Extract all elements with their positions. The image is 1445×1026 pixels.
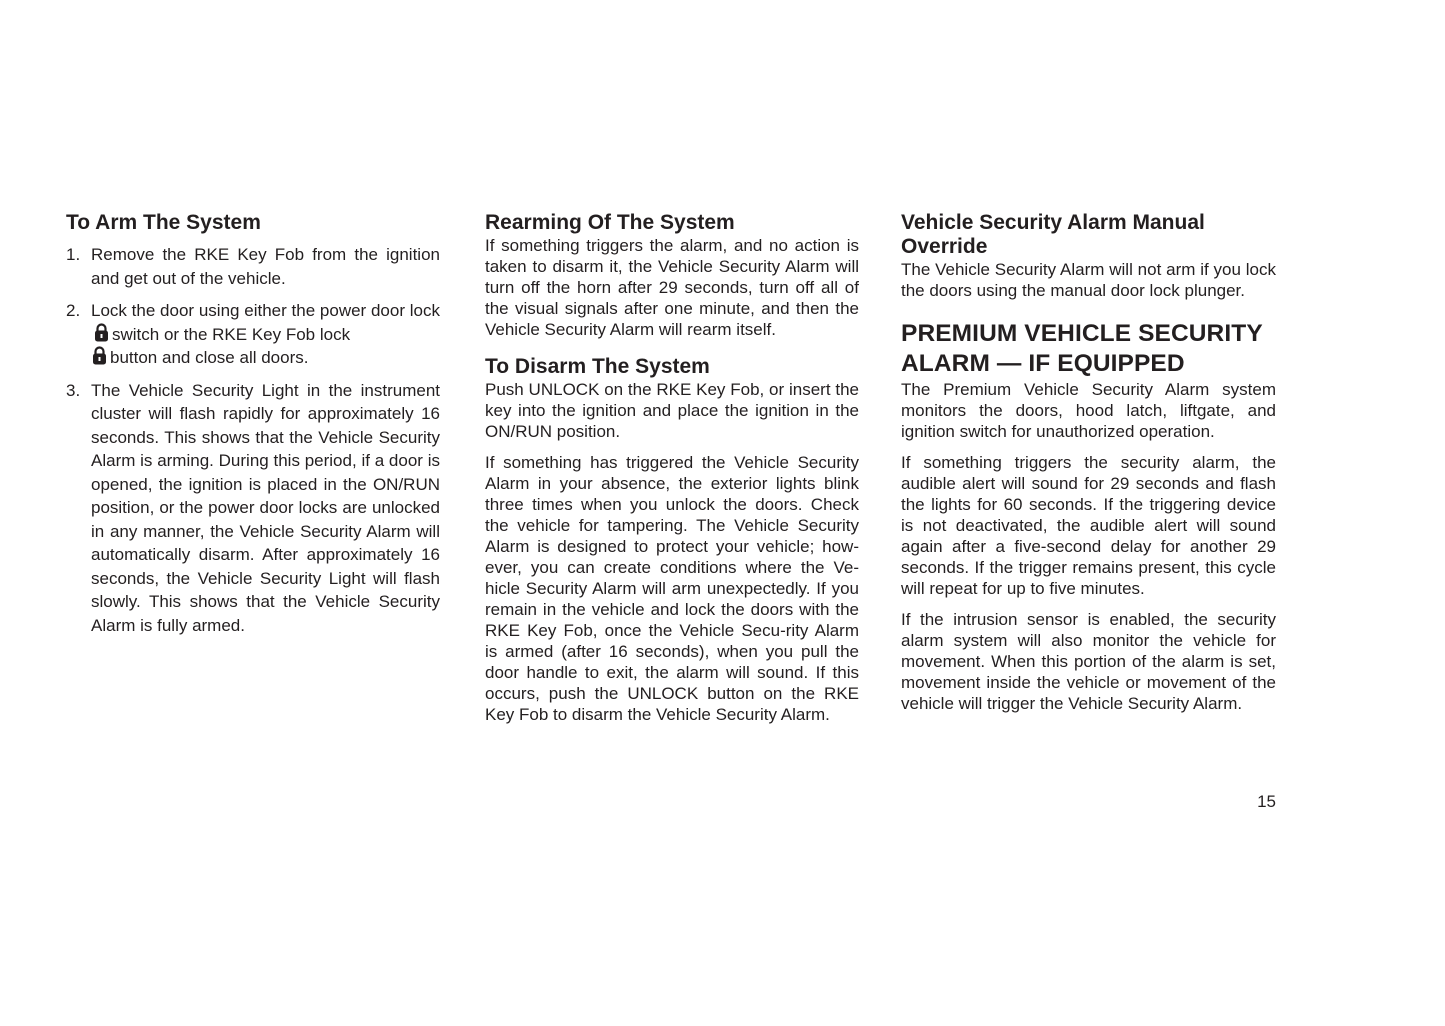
column-right bbox=[901, 211, 1276, 714]
list-item-text: switch or the RKE Key Fob lock bbox=[112, 324, 351, 344]
rearming-text: If something triggers the alarm, and no action is taken to disarm it, the Vehicle Security Alarm will turn off the horn after 29 seconds, turn off all of the visual signals after one minute, and then the Vehicle Security Alarm will rearm itself. bbox=[485, 236, 859, 339]
list-item bbox=[66, 243, 440, 290]
heading-premium-alarm: PREMIUM VEHICLE SECURITY ALARM — IF EQUIPPED bbox=[901, 320, 1263, 377]
heading-disarm-system: To Disarm The System bbox=[485, 355, 710, 378]
arm-steps-list bbox=[66, 243, 440, 637]
heading-arm-system: To Arm The System bbox=[66, 211, 261, 234]
disarm-text: Push UNLOCK on the RKE Key Fob, or insert the key into the ignition and place the ignition in the ON/RUN position. bbox=[485, 380, 859, 441]
list-item-text: Remove the RKE Key Fob from the ignition and get out of the vehicle. bbox=[91, 245, 440, 288]
list-item-number: 1. bbox=[66, 245, 81, 264]
heading-rearming: Rearming Of The System bbox=[485, 211, 735, 234]
list-item bbox=[66, 299, 440, 370]
list-item-text: The Vehicle Security Light in the instrument cluster will flash rapidly for approximately 16 seconds. This shows that the Vehicle Security Alarm is arming. During this period, if a door is opened, the ignition is placed in the ON/RUN position, or the power door locks are unlocked in any manner, the Vehicle Security Alarm will automatically disarm. After approximately 16 seconds, the Vehicle Security Light will flash slowly. This shows that the Vehicle Security Alarm is fully armed. bbox=[91, 380, 440, 635]
list-item-text: button and close all doors. bbox=[110, 348, 309, 367]
premium-text-3: If the intrusion sensor is enabled, the security alarm system will also monitor the vehicle for movement. When this portion of the alarm is set, movement inside the vehicle or movement of the vehicle will trigger the Vehicle Security Alarm. bbox=[901, 610, 1276, 713]
list-item-number: 3. bbox=[66, 380, 81, 400]
column-left bbox=[66, 211, 440, 646]
disarm-text-2: If something has triggered the Vehicle Security Alarm in your absence, the exterior lights blink three times when you unlock the doors. Check the vehicle for tampering. The Vehicle Security Alarm is designed to protect your vehicle; how-ever, you can create conditions where the Ve-hicle Security Alarm will arm unexpectedly. If you remain in the vehicle and lock the doors with the RKE Key Fob, once the Vehicle Secu-rity Alarm is armed (after 16 seconds), when you pull the door handle to exit, the alarm will sound. If this occurs, push the UNLOCK button on the RKE Key Fob to disarm the Vehicle Security Alarm. bbox=[485, 453, 859, 724]
list-item-text: Lock the door using either the power door lock bbox=[91, 301, 440, 320]
heading-manual-override: Vehicle Security Alarm Manual Override bbox=[901, 211, 1205, 258]
column-middle bbox=[485, 211, 859, 725]
override-text: The Vehicle Security Alarm will not arm if you lock the doors using the manual door lock plunger. bbox=[901, 260, 1276, 300]
page-number: 15 bbox=[1257, 792, 1276, 811]
list-item-number: 2. bbox=[66, 301, 81, 320]
lock-icon bbox=[94, 323, 109, 342]
lock-icon bbox=[92, 346, 107, 365]
premium-text-1: The Premium Vehicle Security Alarm system monitors the doors, hood latch, liftgate, and ignition switch for unauthorized operation. bbox=[901, 380, 1276, 441]
premium-text-2: If something triggers the security alarm, the audible alert will sound for 29 seconds and flash the lights for 60 seconds. If the triggering device is not deactivated, the audible alert will sound again after a five-second delay for another 29 seconds. If the trigger remains present, this cycle will repeat for up to five minutes. bbox=[901, 453, 1276, 598]
list-item bbox=[66, 379, 440, 638]
